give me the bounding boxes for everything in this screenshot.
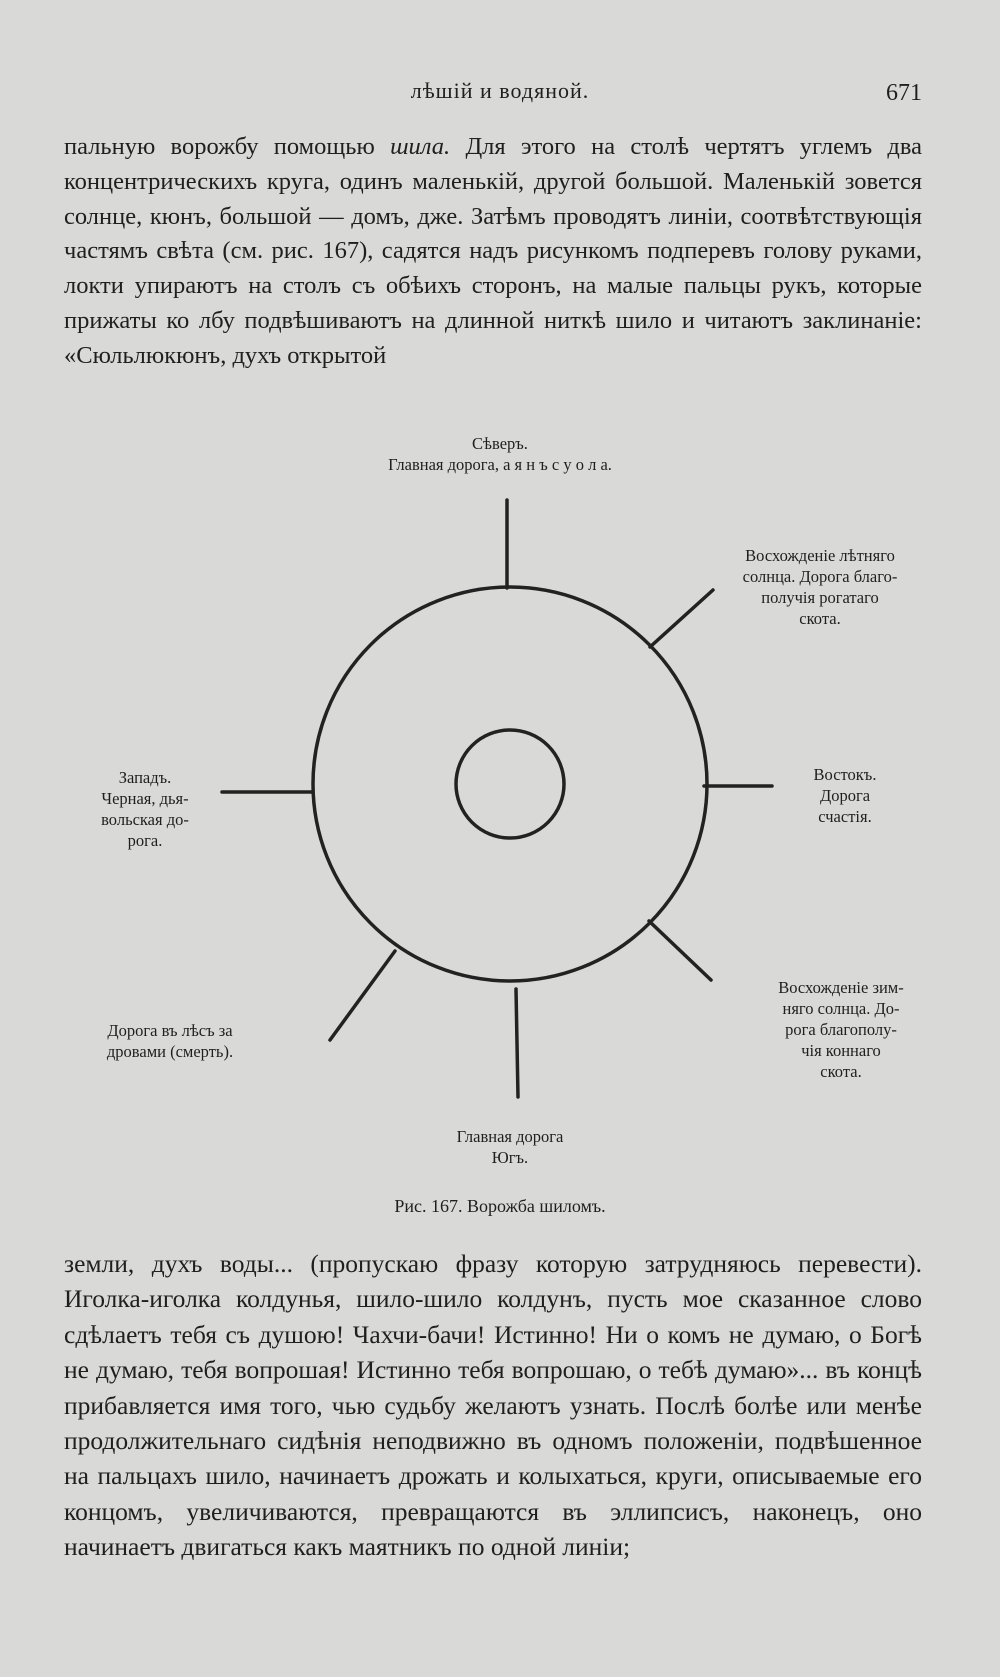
label-west [70, 767, 220, 851]
label-winter-line: скота. [820, 1062, 862, 1081]
label-forest-road [60, 1020, 280, 1062]
line-forest [330, 951, 395, 1040]
label-south [400, 1126, 620, 1168]
paragraph-top-lead: пальную ворожбу помощью [64, 133, 391, 160]
figure-caption: Рис. 167. Ворожба шиломъ. [394, 1196, 606, 1216]
label-north-line: Главная дорога, а я н ъ с у о л а. [388, 455, 612, 474]
label-winter-line: рога благополу- [785, 1020, 897, 1039]
line-summer-sunrise [650, 590, 713, 647]
running-title: лѣшій и водяной. [410, 78, 590, 103]
label-summer-line: скота. [799, 609, 841, 628]
label-winter-sunrise [756, 977, 926, 1082]
label-summer-line: солнца. Дорога благо- [742, 567, 898, 586]
page-header [0, 78, 1000, 108]
label-east-line: Востокъ. [813, 765, 877, 784]
label-winter-line: няго солнца. До- [782, 999, 900, 1018]
label-winter-line: Восхожденіе зим- [778, 978, 904, 997]
label-west-line: Западъ. [118, 768, 172, 787]
label-north-line: Сѣверъ. [472, 434, 528, 453]
paragraph-top-emphasis: шила. [390, 133, 451, 160]
label-south-line: Югъ. [491, 1148, 529, 1167]
label-north [340, 433, 660, 475]
label-forest-line: дровами (смерть). [106, 1042, 234, 1061]
label-west-line: вольская до- [101, 810, 189, 829]
line-south [516, 989, 518, 1097]
label-forest-line: Дорога въ лѣсъ за [107, 1021, 233, 1040]
label-east [800, 764, 890, 827]
line-winter-sunrise [649, 921, 711, 980]
label-east-line: Дорога [819, 786, 871, 805]
paragraph-top [64, 130, 922, 374]
label-west-line: рога. [127, 831, 163, 850]
inner-circle-sun [456, 730, 564, 838]
label-summer-line: получія рогатаго [761, 588, 879, 607]
label-west-line: Черная, дья- [101, 789, 189, 808]
label-east-line: счастія. [818, 807, 872, 826]
label-winter-line: чія коннаго [801, 1041, 881, 1060]
paragraph-top-rest: Для этого на столѣ чертятъ углемъ два концентрическихъ круга, одинъ маленькій, другой большой. Маленькій зовется солнце, кюнъ, большой — домъ, дже. Затѣмъ проводятъ линіи, соотвѣтствующія частямъ свѣта (см. рис. 167), садятся надъ рисункомъ подперевъ голову руками, локти упираютъ на столъ съ обѣихъ сторонъ, на малые пальцы рукъ, которые прижаты ко лбу подвѣшиваютъ на длинной ниткѣ шило и читаютъ заклинаніе: «Сюльлюкюнъ, духъ открытой [64, 133, 923, 369]
paragraph-bottom: земли, духъ воды... (пропускаю фразу которую затрудняюсь перевести). Иголка-иголка колдунья, шило-шило колдунъ, пусть мое сказанное слово сдѣлаетъ тебя съ душою! Чахчи-бачи! Истинно! Ни о комъ не думаю, о Богѣ не думаю, тебя вопрошая! Истинно тебя вопрошаю, о тебѣ думаю»... въ концѣ прибавляется имя того, чью судьбу желаютъ узнать. Послѣ болѣе или менѣе продолжительнаго сидѣнія неподвижно въ одномъ положеніи, подвѣшенное на пальцахъ шило, начинаетъ дрожать и колыхаться, круги, описываемые его концомъ, увеличиваются, превращаются въ эллипсисъ, наконецъ, оно начинаетъ двигаться какъ маятникъ по одной линіи; [64, 1249, 922, 1562]
label-summer-sunrise [720, 545, 920, 629]
label-summer-line: Восхожденіе лѣтняго [745, 546, 895, 565]
outer-circle-house [313, 587, 707, 981]
label-south-line: Главная дорога [456, 1127, 564, 1146]
page-number: 671 [886, 80, 922, 106]
